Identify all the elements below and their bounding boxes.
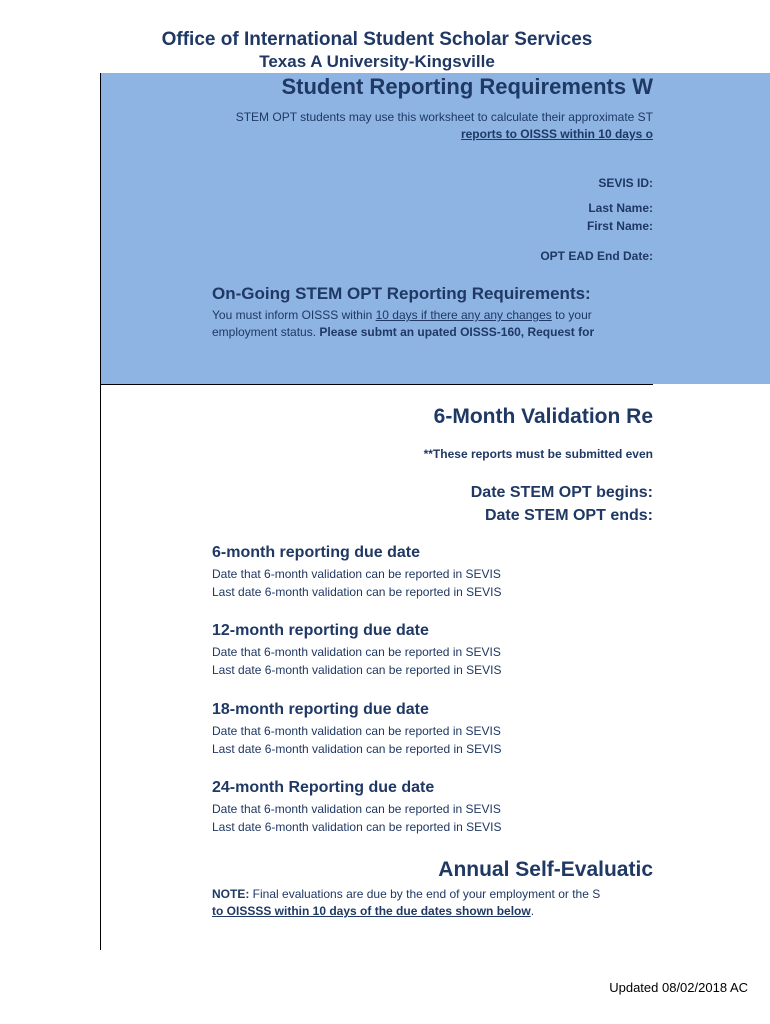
last-name-label: Last Name: [588, 201, 653, 215]
intro-line-1: STEM OPT students may use this worksheet to calculate their approximate ST [235, 110, 653, 124]
due-24-month-start: Date that 6-month validation can be reported in SEVIS [212, 802, 501, 816]
validation-note: **These reports must be submitted even [423, 447, 653, 461]
annual-note-line-1: NOTE: Final evaluations are due by the end of your employment or the S [212, 887, 601, 901]
due-18-month-title: 18-month reporting due date [212, 701, 429, 718]
annual-note-line-2: to OISSSS within 10 days of the due dates shown below. [212, 904, 535, 918]
due-6-month-last: Last date 6-month validation can be reported in SEVIS [212, 585, 502, 599]
due-24-month-last: Last date 6-month validation can be reported in SEVIS [212, 820, 502, 834]
worksheet-sheet [101, 73, 653, 950]
intro-line-2: reports to OISSS within 10 days o [460, 127, 653, 141]
stem-opt-ends-label: Date STEM OPT ends: [484, 507, 653, 524]
due-12-month-start: Date that 6-month validation can be reported in SEVIS [212, 645, 501, 659]
ongoing-requirements-line-2: employment status. Please submt an upated OISSS-160, Request for [212, 325, 595, 339]
due-12-month-title: 12-month reporting due date [212, 622, 429, 639]
opt-ead-end-date-label: OPT EAD End Date: [540, 249, 653, 263]
due-24-month-title: 24-month Reporting due date [212, 779, 435, 796]
office-title: Office of International Student Scholar Services [161, 29, 593, 50]
stem-opt-begins-label: Date STEM OPT begins: [470, 484, 653, 501]
university-title: Texas A University-Kingsville [259, 52, 495, 71]
annual-evaluation-title: Annual Self-Evaluatic [438, 858, 653, 881]
due-18-month-last: Last date 6-month validation can be reported in SEVIS [212, 742, 502, 756]
worksheet-title: Student Reporting Requirements W [281, 74, 653, 99]
due-6-month-start: Date that 6-month validation can be reported in SEVIS [212, 567, 501, 581]
due-12-month-last: Last date 6-month validation can be reported in SEVIS [212, 663, 502, 677]
ongoing-requirements-line-1: You must inform OISSS within 10 days if there any any changes to your [212, 308, 592, 322]
ongoing-requirements-title: On-Going STEM OPT Reporting Requirements: [212, 284, 591, 303]
validation-title: 6-Month Validation Re [433, 405, 653, 428]
updated-footer: Updated 08/02/2018 AC [609, 980, 748, 995]
first-name-label: First Name: [586, 219, 653, 233]
due-6-month-title: 6-month reporting due date [212, 544, 420, 561]
ongoing-changes-link: 10 days if there any any changes [375, 308, 552, 322]
sevis-id-label: SEVIS ID: [598, 176, 653, 190]
due-18-month-start: Date that 6-month validation can be reported in SEVIS [212, 724, 501, 738]
